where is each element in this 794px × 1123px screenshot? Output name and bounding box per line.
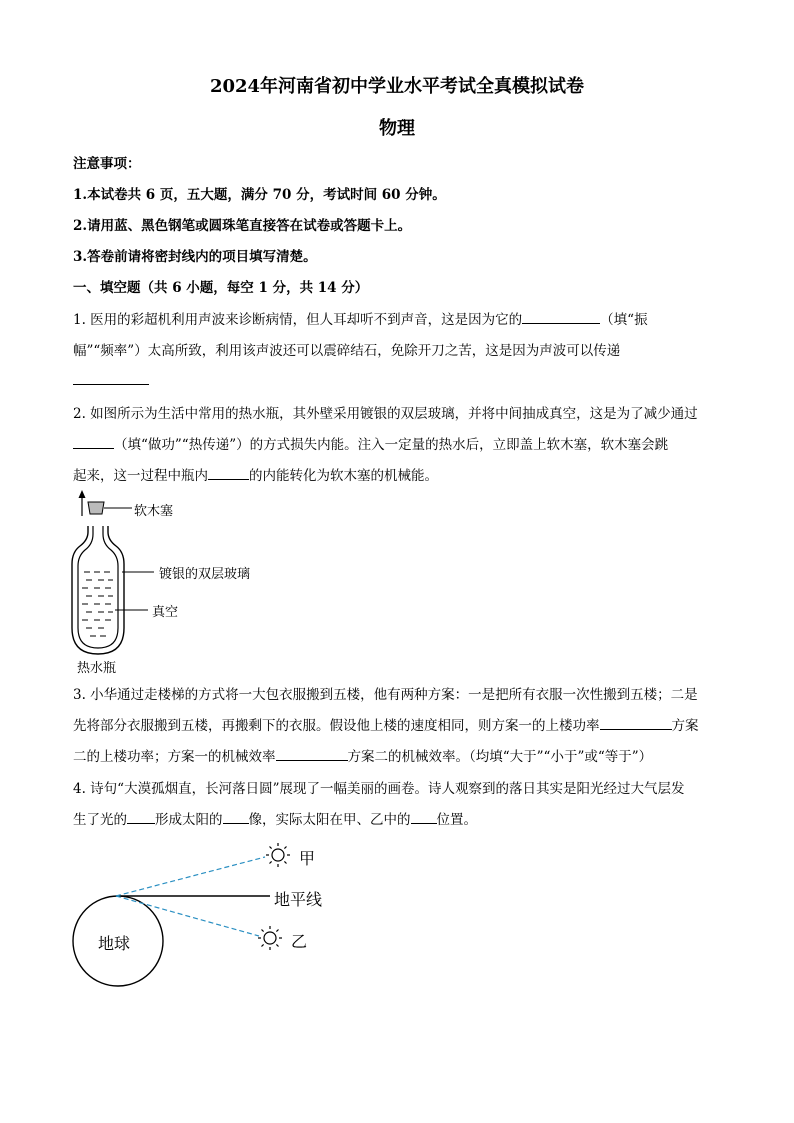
answer-blank[interactable] [223,811,249,824]
question-4-text-b: 形成太阳的 [155,812,223,828]
question-2-text-d: 的内能转化为软木塞的机械能。 [249,468,438,484]
question-3-text-a: 先将部分衣服搬到五楼，再搬剩下的衣服。假设他上楼的速度相同，则方案一的上楼功率 [73,718,600,734]
question-3-line-2 [73,714,699,734]
sun-jia-icon [266,843,290,867]
question-2-line-1: 2. 如图所示为生活中常用的热水瓶，其外壁采用镀银的双层玻璃，并将中间抽成真空，这是为了减少通过 [73,406,698,422]
question-1-text-a: 1. 医用的彩超机利用声波来诊断病情，但人耳却听不到声音，这是因为它的 [73,312,523,328]
thermos-caption: 热水瓶 [77,661,117,676]
question-4-line-2 [73,808,477,828]
notes-heading: 注意事项： [73,156,141,172]
arrow-head [79,490,86,498]
glass-label: 镀银的双层玻璃 [159,567,251,582]
question-3-text-d: 方案二的机械效率。（均填“大于”“小于”或“等于”） [347,749,653,765]
question-4-text-a: 生了光的 [73,812,127,828]
yi-label: 乙 [291,932,308,951]
vacuum-label: 真空 [152,605,179,620]
question-2-line-3 [73,464,438,484]
question-2-text-b: （填“做功”“热传递”）的方式损失内能。注入一定量的热水后，立即盖上软木塞，软木塞会跳 [114,437,669,453]
ray-to-yi [116,896,259,936]
answer-blank[interactable] [127,811,155,824]
question-2-line-2 [73,433,668,453]
answer-blank[interactable] [208,467,249,480]
sun-yi-icon [258,926,282,950]
question-3-text-c: 二的上楼功率；方案一的机械效率 [73,749,276,765]
question-3-line-1: 3. 小华通过走楼梯的方式将一大包衣服搬到五楼，他有两种方案：一是把所有衣服一次性搬到五楼；二是 [73,687,698,703]
question-4-text-d: 位置。 [436,812,477,828]
cork-shape [88,502,104,514]
answer-blank[interactable] [600,717,672,730]
cork-label: 软木塞 [134,504,174,519]
thermos-outer-wall [72,526,124,654]
question-2-text-c: 起来，这一过程中瓶内 [73,468,208,484]
answer-blank[interactable] [73,372,149,385]
question-4-text-c: 像，实际太阳在甲、乙中的 [248,812,411,828]
thermos-inner-wall [78,526,118,648]
question-3-text-b: 方案 [671,718,699,734]
answer-blank[interactable] [522,311,600,324]
thermos-figure [60,488,300,678]
jia-label: 甲 [299,849,316,868]
answer-blank[interactable] [276,748,348,761]
question-3-line-3 [73,745,652,765]
question-1-line-1 [73,308,648,328]
sunset-figure [60,835,380,1005]
water-lines [82,572,113,636]
answer-blank[interactable] [411,811,437,824]
section-heading: 一、填空题（共 6 小题，每空 1 分，共 14 分） [73,280,369,296]
ray-to-jia [116,857,265,896]
note-item-3: 3.答卷前请将密封线内的项目填写清楚。 [73,249,317,265]
answer-blank[interactable] [73,436,114,449]
exam-title: 2024年河南省初中学业水平考试全真模拟试卷 [209,76,585,97]
horizon-label: 地平线 [274,890,323,909]
question-4-line-1: 4. 诗句“大漠孤烟直，长河落日圆”展现了一幅美丽的画卷。诗人观察到的落日其实是阳光经过大气层发 [73,781,685,797]
earth-label: 地球 [98,934,131,953]
note-item-1: 1.本试卷共 6 页，五大题，满分 70 分，考试时间 60 分钟。 [73,187,446,203]
question-1-line-2: 幅”“频率”）太高所致，利用该声波还可以震碎结石，免除开刀之苦，这是因为声波可以传递 [73,343,621,359]
note-item-2: 2.请用蓝、黑色钢笔或圆珠笔直接答在试卷或答题卡上。 [73,218,412,234]
subject-title: 物理 [379,118,415,139]
question-1-text-b: （填“振 [600,312,648,328]
